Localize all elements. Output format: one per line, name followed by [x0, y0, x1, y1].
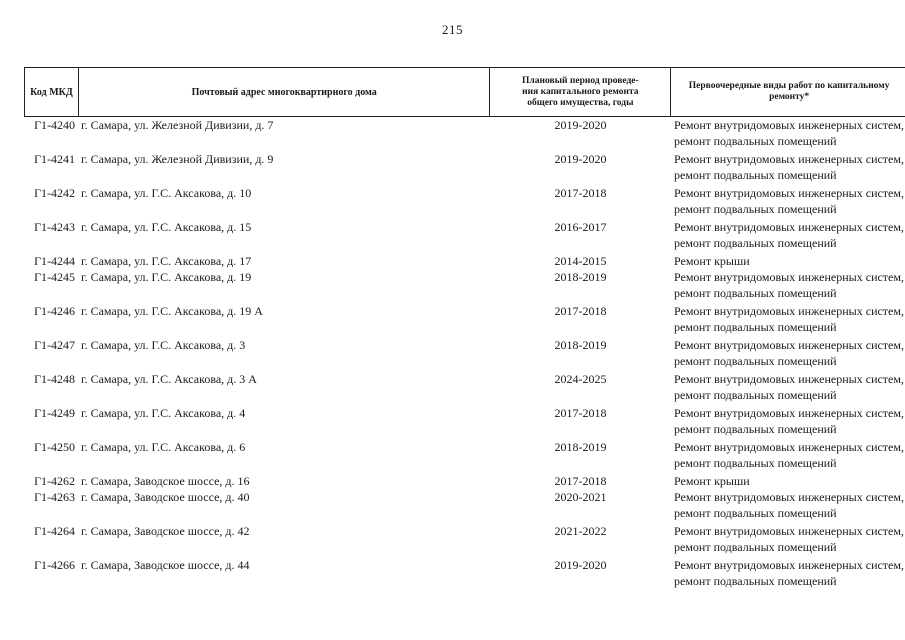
row-works-line: ремонт подвальных помещений	[674, 422, 837, 436]
row-works	[671, 405, 905, 439]
row-address: г. Самара, ул. Г.С. Аксакова, д. 15	[81, 220, 252, 234]
row-address: г. Самара, ул. Г.С. Аксакова, д. 10	[81, 186, 252, 200]
row-works	[671, 473, 905, 489]
row-code: Г1-4246	[34, 304, 75, 318]
row-code: Г1-4250	[34, 440, 75, 454]
row-works-line: ремонт подвальных помещений	[674, 388, 837, 402]
row-address: г. Самара, ул. Г.С. Аксакова, д. 4	[81, 406, 246, 420]
table-row	[24, 405, 905, 439]
row-code: Г1-4240	[34, 118, 75, 132]
row-works	[671, 523, 905, 557]
row-period: 2018-2019	[554, 440, 607, 454]
row-address: г. Самара, Заводское шоссе, д. 16	[81, 474, 250, 488]
row-works-line: ремонт подвальных помещений	[674, 168, 837, 182]
table-row	[24, 371, 905, 405]
row-works-line: ремонт подвальных помещений	[674, 574, 837, 588]
row-address: г. Самара, Заводское шоссе, д. 44	[81, 558, 250, 572]
row-works-line: Ремонт внутридомовых инженерных систем,	[674, 186, 904, 200]
row-works-line: Ремонт внутридомовых инженерных систем,	[674, 220, 904, 234]
row-code: Г1-4244	[34, 254, 75, 268]
row-period: 2017-2018	[554, 406, 607, 420]
row-works	[671, 151, 905, 185]
row-code: Г1-4243	[34, 220, 75, 234]
row-works-line: Ремонт внутридомовых инженерных систем,	[674, 118, 904, 132]
row-code: Г1-4262	[34, 474, 75, 488]
row-address: г. Самара, ул. Г.С. Аксакова, д. 3	[81, 338, 246, 352]
row-works	[671, 185, 905, 219]
row-address: г. Самара, ул. Г.С. Аксакова, д. 3 А	[81, 372, 257, 386]
row-code: Г1-4247	[34, 338, 75, 352]
header-address: Почтовый адрес многоквартирного дома	[79, 68, 491, 116]
row-works-line: ремонт подвальных помещений	[674, 540, 837, 554]
row-period: 2016-2017	[554, 220, 607, 234]
row-works-line: Ремонт внутридомовых инженерных систем,	[674, 558, 904, 572]
row-period: 2024-2025	[554, 372, 607, 386]
row-works	[671, 303, 905, 337]
row-period: 2018-2019	[554, 270, 607, 284]
row-period: 2017-2018	[554, 304, 607, 318]
row-works-line: ремонт подвальных помещений	[674, 320, 837, 334]
row-works-line: ремонт подвальных помещений	[674, 134, 837, 148]
row-works-line: Ремонт крыши	[674, 254, 750, 268]
row-address: г. Самара, ул. Железной Дивизии, д. 9	[81, 152, 274, 166]
row-works	[671, 337, 905, 371]
table-row	[24, 117, 905, 151]
row-period: 2017-2018	[554, 186, 607, 200]
table-row	[24, 557, 905, 591]
row-works-line: Ремонт внутридомовых инженерных систем,	[674, 304, 904, 318]
row-works-line: Ремонт крыши	[674, 474, 750, 488]
row-works-line: Ремонт внутридомовых инженерных систем,	[674, 372, 904, 386]
row-period: 2014-2015	[554, 254, 607, 268]
row-works-line: Ремонт внутридомовых инженерных систем,	[674, 440, 904, 454]
row-works	[671, 371, 905, 405]
table-header	[24, 67, 905, 117]
row-period: 2021-2022	[554, 524, 607, 538]
header-works: Первоочередные виды работ по капитальному ремонту*	[688, 81, 890, 102]
row-works-line: ремонт подвальных помещений	[674, 456, 837, 470]
row-works-line: ремонт подвальных помещений	[674, 506, 837, 520]
row-code: Г1-4266	[34, 558, 75, 572]
row-period: 2020-2021	[554, 490, 607, 504]
row-address: г. Самара, ул. Г.С. Аксакова, д. 17	[81, 254, 252, 268]
row-works	[671, 439, 905, 473]
row-works	[671, 489, 905, 523]
table-row	[24, 337, 905, 371]
header-code: Код МКД	[25, 68, 79, 116]
row-works	[671, 269, 905, 303]
row-period: 2018-2019	[554, 338, 607, 352]
row-works-line: ремонт подвальных помещений	[674, 236, 837, 250]
row-address: г. Самара, ул. Г.С. Аксакова, д. 19	[81, 270, 252, 284]
row-code: Г1-4245	[34, 270, 75, 284]
row-works-line: Ремонт внутридомовых инженерных систем,	[674, 490, 904, 504]
row-period: 2019-2020	[554, 118, 607, 132]
table-row	[24, 523, 905, 557]
row-address: г. Самара, Заводское шоссе, д. 42	[81, 524, 250, 538]
row-works-line: Ремонт внутридомовых инженерных систем,	[674, 338, 904, 352]
row-code: Г1-4263	[34, 490, 75, 504]
table-row	[24, 439, 905, 473]
row-works-line: Ремонт внутридомовых инженерных систем,	[674, 524, 904, 538]
row-code: Г1-4264	[34, 524, 75, 538]
table-body	[24, 117, 905, 591]
row-works-line: Ремонт внутридомовых инженерных систем,	[674, 406, 904, 420]
row-works-line: ремонт подвальных помещений	[674, 354, 837, 368]
row-works	[671, 219, 905, 253]
row-works-line: ремонт подвальных помещений	[674, 202, 837, 216]
table-row	[24, 269, 905, 303]
row-works-line: Ремонт внутридомовых инженерных систем,	[674, 270, 904, 284]
row-period: 2019-2020	[554, 558, 607, 572]
row-period: 2019-2020	[554, 152, 607, 166]
row-works	[671, 557, 905, 591]
row-address: г. Самара, ул. Железной Дивизии, д. 7	[81, 118, 274, 132]
row-code: Г1-4241	[34, 152, 75, 166]
row-works-line: Ремонт внутридомовых инженерных систем,	[674, 152, 904, 166]
row-works	[671, 117, 905, 151]
row-address: г. Самара, ул. Г.С. Аксакова, д. 6	[81, 440, 246, 454]
row-works-line: ремонт подвальных помещений	[674, 286, 837, 300]
table-row	[24, 303, 905, 337]
table-row	[24, 219, 905, 253]
row-address: г. Самара, ул. Г.С. Аксакова, д. 19 А	[81, 304, 263, 318]
table-row	[24, 185, 905, 219]
row-works	[671, 253, 905, 269]
row-code: Г1-4249	[34, 406, 75, 420]
table-row	[24, 489, 905, 523]
table-row	[24, 253, 905, 269]
page-number: 215	[442, 22, 463, 37]
table-row	[24, 473, 905, 489]
row-address: г. Самара, Заводское шоссе, д. 40	[81, 490, 250, 504]
row-code: Г1-4242	[34, 186, 75, 200]
header-period: Плановый период проведе- ния капитального ремонта общего имущества, годы	[490, 68, 671, 116]
row-period: 2017-2018	[554, 474, 607, 488]
table-row	[24, 151, 905, 185]
row-code: Г1-4248	[34, 372, 75, 386]
